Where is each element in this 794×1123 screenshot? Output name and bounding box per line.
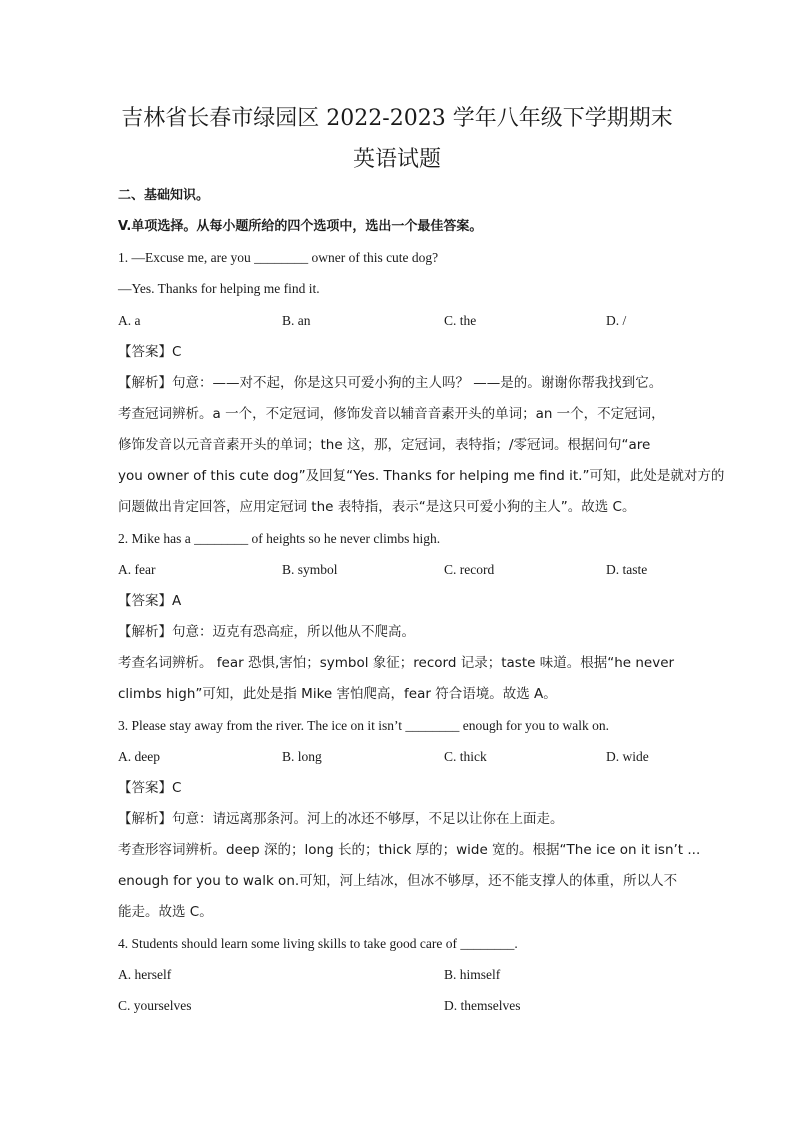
q3-option-a: A. deep xyxy=(118,749,160,764)
q2-option-a: A. fear xyxy=(118,562,156,577)
q2-stem: 2. Mike has a ________ of heights so he never climbs high. xyxy=(118,531,441,546)
q3-analysis-line: 能走。故选 C。 xyxy=(118,904,213,920)
q4-stem: 4. Students should learn some living skills to take good care of ________. xyxy=(118,936,518,951)
q4-option-d: D. themselves xyxy=(444,998,521,1013)
q1-analysis-line: 考查冠词辨析。a 一个，不定冠词，修饰发音以辅音音素开头的单词；an 一个，不定冠词， xyxy=(118,406,665,422)
q3-option-b: B. long xyxy=(282,749,322,764)
q3-analysis-line: 考查形容词辨析。deep 深的；long 长的；thick 厚的；wide 宽的。根据“The ice on it isn’t ... xyxy=(118,842,701,858)
q3-option-d: D. wide xyxy=(606,749,649,764)
q1-analysis-line: 【解析】句意：——对不起，你是这只可爱小狗的主人吗？ ——是的。谢谢你帮我找到它。 xyxy=(118,375,663,391)
page-subtitle: 英语试题 xyxy=(352,147,441,172)
section-instruction: V.单项选择。从每小题所给的四个选项中，选出一个最佳答案。 xyxy=(118,219,483,234)
page-title: 吉林省长春市绿园区 2022-2023 学年八年级下学期期末 xyxy=(121,106,673,131)
q1-option-b: B. an xyxy=(282,313,311,328)
q2-option-b: B. symbol xyxy=(282,562,338,577)
q2-analysis-line: climbs high”可知，此处是指 Mike 害怕爬高，fear 符合语境。故选 A。 xyxy=(118,686,557,702)
q3-answer: 【答案】C xyxy=(118,780,182,796)
q3-analysis-line: 【解析】句意：请远离那条河。河上的冰还不够厚，不足以让你在上面走。 xyxy=(118,811,564,827)
q2-option-c: C. record xyxy=(444,562,495,577)
q1-analysis-line: 问题做出肯定回答，应用定冠词 the 表特指，表示“是这只可爱小狗的主人”。故选 C。 xyxy=(118,499,636,515)
q2-analysis-line: 【解析】句意：迈克有恐高症，所以他从不爬高。 xyxy=(118,624,415,640)
q1-option-a: A. a xyxy=(118,313,141,328)
q1-option-c: C. the xyxy=(444,313,477,328)
q3-analysis-line: enough for you to walk on.可知，河上结冰，但冰不够厚，还不能支撑人的体重，所以人不 xyxy=(118,873,678,889)
q2-option-d: D. taste xyxy=(606,562,648,577)
q2-answer: 【答案】A xyxy=(118,593,182,609)
q4-option-b: B. himself xyxy=(444,967,501,982)
q1-analysis-line: 修饰发音以元音音素开头的单词；the 这，那，定冠词，表特指；/零冠词。根据问句“are xyxy=(118,437,651,453)
q1-answer: 【答案】C xyxy=(118,344,182,360)
q3-option-c: C. thick xyxy=(444,749,487,764)
q1-stem: 1. —Excuse me, are you ________ owner of this cute dog? xyxy=(118,250,439,265)
q1-reply: —Yes. Thanks for helping me find it. xyxy=(118,281,320,296)
q1-analysis-line: you owner of this cute dog”及回复“Yes. Thanks for helping me find it.”可知，此处是就对方的 xyxy=(118,468,725,484)
section-heading: 二、基础知识。 xyxy=(118,188,210,203)
q1-option-d: D. / xyxy=(606,313,627,328)
q3-stem: 3. Please stay away from the river. The ice on it isn’t ________ enough for you to walk on. xyxy=(118,718,610,733)
q4-option-a: A. herself xyxy=(118,967,172,982)
q4-option-c: C. yourselves xyxy=(118,998,192,1013)
q2-analysis-line: 考查名词辨析。 fear 恐惧,害怕；symbol 象征；record 记录；taste 味道。根据“he never xyxy=(118,655,675,671)
